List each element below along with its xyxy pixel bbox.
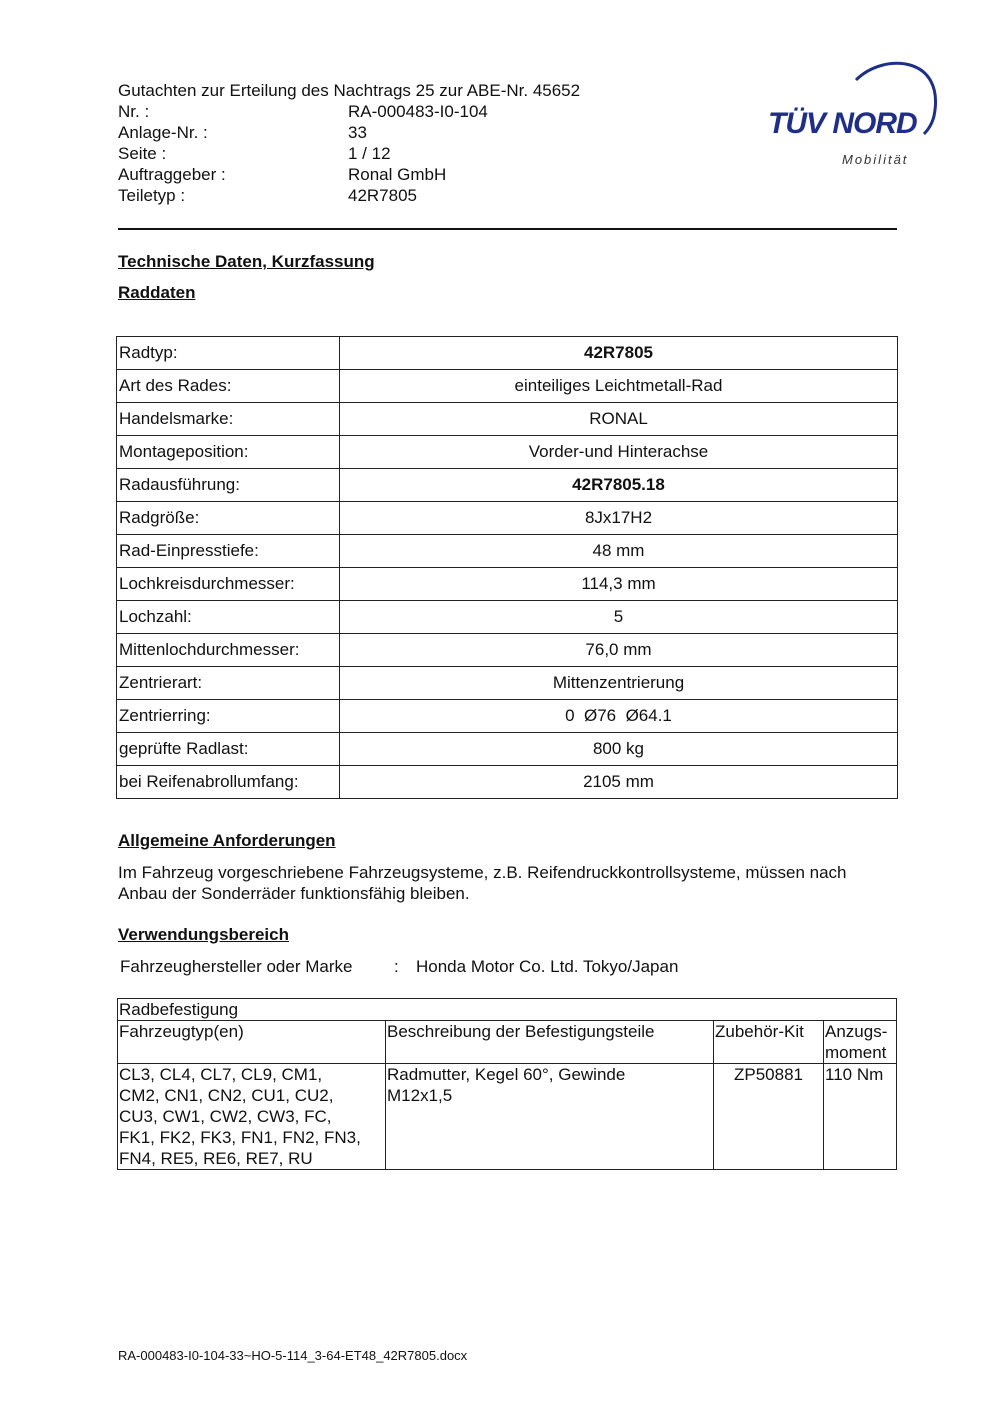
section-title: Technische Daten, Kurzfassung <box>118 252 375 271</box>
header-row-nr <box>118 101 580 122</box>
row-key: Radgröße: <box>117 502 340 535</box>
header-value: 42R7805 <box>348 186 418 205</box>
row-value: 114,3 mm <box>340 568 898 601</box>
verwendung-line <box>120 957 678 977</box>
table-row <box>118 1064 897 1170</box>
row-value: 0 Ø76 Ø64.1 <box>340 700 898 733</box>
kit-cell: ZP50881 <box>714 1064 824 1170</box>
radbefestigung-table <box>117 998 897 1170</box>
row-value: 8Jx17H2 <box>340 502 898 535</box>
header-row-auftraggeber <box>118 164 580 185</box>
table-row <box>117 733 898 766</box>
header-key: Seite : <box>118 144 167 163</box>
row-key: Handelsmarke: <box>117 403 340 436</box>
row-value: 42R7805.18 <box>340 469 898 502</box>
row-key: Lochzahl: <box>117 601 340 634</box>
header-value: RA-000483-I0-104 <box>348 102 488 121</box>
row-value: 48 mm <box>340 535 898 568</box>
table-row <box>117 634 898 667</box>
row-value: 2105 mm <box>340 766 898 799</box>
row-value: 76,0 mm <box>340 634 898 667</box>
column-header: Fahrzeugtyp(en) <box>118 1021 386 1064</box>
logo-subtitle: Mobilität <box>842 152 909 167</box>
table-row <box>117 700 898 733</box>
table-row <box>117 667 898 700</box>
row-value: einteiliges Leichtmetall-Rad <box>340 370 898 403</box>
verwendung-value: Honda Motor Co. Ltd. Tokyo/Japan <box>416 957 679 976</box>
row-key: bei Reifenabrollumfang: <box>117 766 340 799</box>
header-key: Auftraggeber : <box>118 165 226 184</box>
table-title: Radbefestigung <box>118 999 897 1021</box>
raddaten-table <box>116 336 898 799</box>
table-row <box>117 766 898 799</box>
row-key: Montageposition: <box>117 436 340 469</box>
row-key: Lochkreisdurchmesser: <box>117 568 340 601</box>
header-divider <box>118 228 897 230</box>
header-row-seite <box>118 143 580 164</box>
row-key: Art des Rades: <box>117 370 340 403</box>
row-value: RONAL <box>340 403 898 436</box>
raddaten-heading: Raddaten <box>118 283 196 302</box>
row-value: Mittenzentrierung <box>340 667 898 700</box>
verwendung-heading: Verwendungsbereich <box>118 925 289 944</box>
row-key: geprüfte Radlast: <box>117 733 340 766</box>
header-key: Teiletyp : <box>118 186 186 205</box>
document-header <box>118 80 580 206</box>
column-header: Beschreibung der Befestigungsteile <box>386 1021 714 1064</box>
allgemein-text: Im Fahrzeug vorgeschriebene Fahrzeugsysteme, z.B. Reifendruckkontrollsysteme, müssen nach Anbau der Sonderräder funktionsfähig bleiben. <box>118 863 847 903</box>
table-row <box>117 469 898 502</box>
torque-cell: 110 Nm <box>824 1064 897 1170</box>
allgemein-heading: Allgemeine Anforderungen <box>118 831 336 850</box>
header-value: 33 <box>348 123 367 142</box>
header-row-teiletyp <box>118 185 580 206</box>
header-key: Nr. : <box>118 102 150 121</box>
logo-wordmark: TÜV NORD <box>768 107 917 140</box>
header-value: Ronal GmbH <box>348 165 447 184</box>
row-key: Rad-Einpresstiefe: <box>117 535 340 568</box>
column-header: Zubehör-Kit <box>714 1021 824 1064</box>
column-header: Anzugs- moment <box>824 1021 897 1064</box>
vehicle-types-cell: CL3, CL4, CL7, CL9, CM1, CM2, CN1, CN2, CU1, CU2, CU3, CW1, CW2, CW3, FC, FK1, FK2, FK3, FN1, FN2, FN3, FN4, RE5, RE6, RE7, RU <box>118 1064 386 1170</box>
row-key: Zentrierart: <box>117 667 340 700</box>
row-key: Zentrierring: <box>117 700 340 733</box>
table-row <box>117 601 898 634</box>
table-row <box>117 403 898 436</box>
row-value: 800 kg <box>340 733 898 766</box>
table-header-row <box>118 1021 897 1064</box>
verwendung-separator: : <box>394 957 399 976</box>
table-row <box>117 535 898 568</box>
row-key: Mittenlochdurchmesser: <box>117 634 340 667</box>
verwendung-label: Fahrzeughersteller oder Marke <box>120 957 353 976</box>
header-value: 1 / 12 <box>348 144 391 163</box>
table-row <box>117 337 898 370</box>
row-key: Radtyp: <box>117 337 340 370</box>
header-row-anlage <box>118 122 580 143</box>
table-title-row <box>118 999 897 1021</box>
tuev-nord-logo <box>764 58 944 173</box>
table-row <box>117 568 898 601</box>
report-title: Gutachten zur Erteilung des Nachtrags 25 zur ABE-Nr. 45652 <box>118 81 581 100</box>
row-value: Vorder-und Hinterachse <box>340 436 898 469</box>
table-row <box>117 502 898 535</box>
footer-filename: RA-000483-I0-104-33~HO-5-114_3-64-ET48_42R7805.docx <box>118 1348 468 1363</box>
table-row <box>117 370 898 403</box>
row-value: 5 <box>340 601 898 634</box>
row-key: Radausführung: <box>117 469 340 502</box>
header-key: Anlage-Nr. : <box>118 123 208 142</box>
description-cell: Radmutter, Kegel 60°, Gewinde M12x1,5 <box>386 1064 714 1170</box>
table-row <box>117 436 898 469</box>
row-value: 42R7805 <box>340 337 898 370</box>
